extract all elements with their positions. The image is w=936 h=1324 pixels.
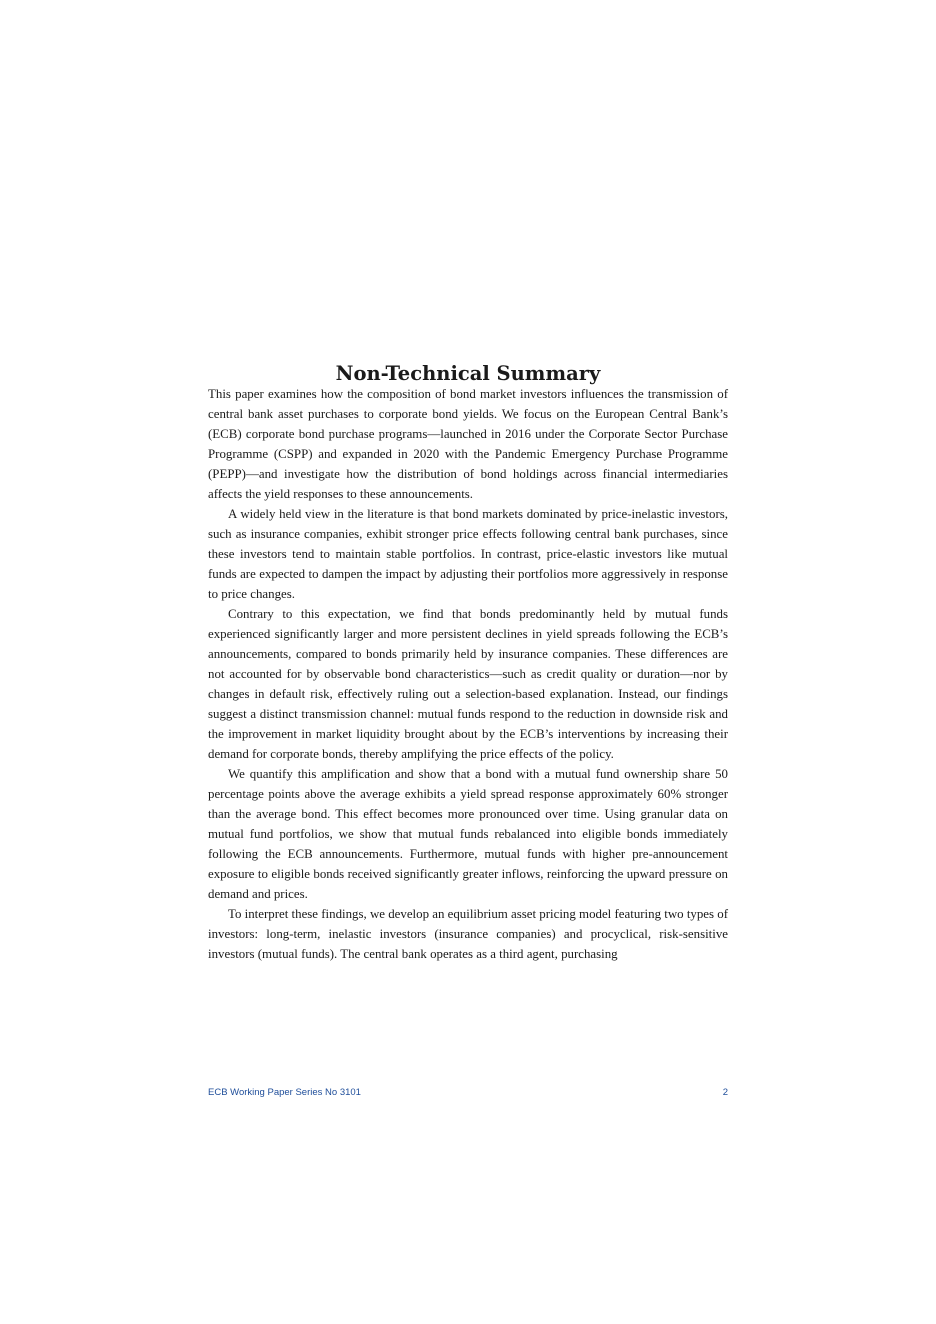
page-number: 2 [722, 1087, 728, 1098]
paragraph-3: Contrary to this expectation, we find that bonds predominantly held by mutual funds experienced significantly larger and more persistent declines in yield spreads following the ECB’s announcements, compared to bonds primarily held by insurance companies. These differences are not accounted for by observable bond characteristics—such as credit quality or duration—nor by changes in default risk, effectively ruling out a selection-based explanation. Instead, our findings suggest a distinct transmission channel: mutual funds respond to the reduction in downside risk and the improvement in market liquidity brought about by the ECB’s interventions by increasing their demand for corporate bonds, thereby amplifying the price effects of the policy. [208, 607, 728, 761]
paragraph-1: This paper examines how the composition of bond market investors influences the transmission of central bank asset purchases to corporate bond yields. We focus on the European Central Bank’s (ECB) corporate bond purchase programs—launched in 2016 under the Corporate Sector Purchase Programme (CSPP) and expanded in 2020 with the Pandemic Emergency Purchase Programme (PEPP)—and investigate how the distribution of bond holdings across financial intermediaries affects the yield responses to these announcements. [208, 387, 728, 501]
page-footer [208, 1087, 728, 1098]
series-label: ECB Working Paper Series No 3101 [208, 1087, 361, 1098]
summary-body [208, 384, 728, 964]
paragraph-2: A widely held view in the literature is that bond markets dominated by price-inelastic investors, such as insurance companies, exhibit stronger price effects following central bank purchases, since these investors tend to maintain stable portfolios. In contrast, price-elastic investors like mutual funds are expected to dampen the impact by adjusting their portfolios more aggressively in response to price changes. [208, 507, 728, 601]
page-title: Non-Technical Summary [335, 362, 601, 386]
paragraph-4: We quantify this amplification and show that a bond with a mutual fund ownership share 50 percentage points above the average exhibits a yield spread response approximately 60% stronger than the average bond. This effect becomes more pronounced over time. Using granular data on mutual fund portfolios, we show that mutual funds rebalanced into eligible bonds immediately following the ECB announcements. Furthermore, mutual funds with higher pre-announcement exposure to eligible bonds received significantly greater inflows, reinforcing the upward pressure on demand and prices. [208, 767, 728, 901]
paragraph-5: To interpret these findings, we develop an equilibrium asset pricing model featuring two types of investors: long-term, inelastic investors (insurance companies) and procyclical, risk-sensitive investors (mutual funds). The central bank operates as a third agent, purchasing [208, 907, 728, 961]
